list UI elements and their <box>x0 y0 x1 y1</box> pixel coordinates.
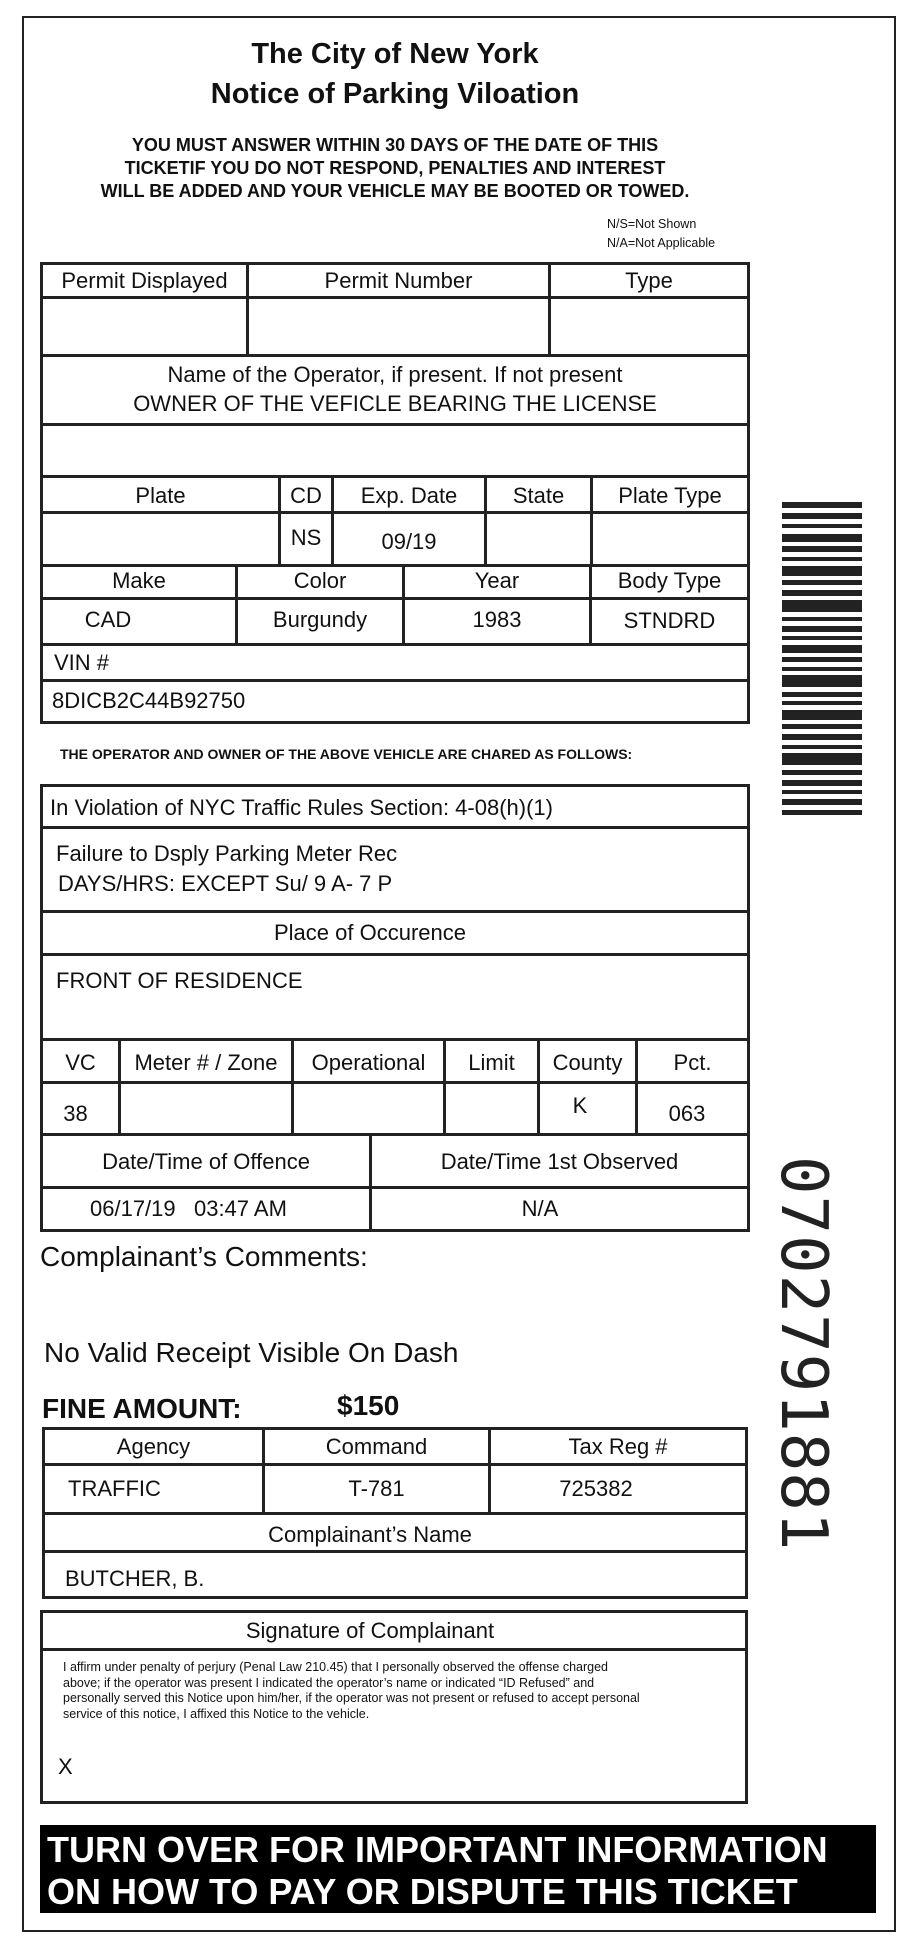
pay-dispute-banner <box>40 1825 876 1913</box>
title-notice: Notice of Parking Viloation <box>210 78 580 110</box>
complainant-name-label: Complainant’s Name <box>268 1522 472 1547</box>
title-city: The City of New York <box>251 38 539 70</box>
signature-mark: X <box>58 1754 73 1779</box>
vc-value: 38 <box>63 1101 88 1126</box>
agency-label: Agency <box>116 1434 191 1459</box>
make-value: CAD <box>84 607 132 632</box>
offence-datetime-label: Date/Time of Offence <box>102 1149 310 1174</box>
vin-value: 8DICB2C44B92750 <box>52 688 246 713</box>
affirmation-line-1: I affirm under penalty of perjury (Penal Law 210.45) that I personally observed the offense charged <box>63 1660 609 1674</box>
operator-label-line-2: OWNER OF THE VEFICLE BEARING THE LICENSE <box>133 391 657 416</box>
county-value: K <box>572 1093 588 1118</box>
year-label: Year <box>474 568 520 593</box>
violation-section: In Violation of NYC Traffic Rules Section: 4-08(h)(1) <box>50 795 553 820</box>
ticket-number: 0702791881 <box>766 1156 840 1552</box>
body-type-value: STNDRD <box>623 608 716 633</box>
state-label: State <box>512 483 565 508</box>
pct-label: Pct. <box>673 1050 712 1075</box>
affirmation-line-3: personally served this Notice upon him/her, if the operator was not present or refused to accept personal <box>63 1691 640 1705</box>
complainant-name-value: BUTCHER, B. <box>65 1566 205 1591</box>
comments-label: Complainant’s Comments: <box>40 1241 368 1272</box>
legend-not-shown: N/S=Not Shown <box>607 217 697 231</box>
vc-label: VC <box>65 1050 96 1075</box>
agency-value: TRAFFIC <box>68 1476 161 1501</box>
meter-zone-label: Meter # / Zone <box>134 1050 278 1075</box>
tax-reg-label: Tax Reg # <box>568 1434 668 1459</box>
cd-label: CD <box>290 483 322 508</box>
first-observed-label: Date/Time 1st Observed <box>440 1149 679 1174</box>
tax-reg-value: 725382 <box>559 1476 633 1501</box>
body-type-label: Body Type <box>617 568 722 593</box>
fine-amount-label: FINE AMOUNT: <box>42 1393 242 1424</box>
barcode <box>782 502 862 902</box>
command-label: Command <box>325 1434 428 1459</box>
first-observed-value: N/A <box>521 1196 559 1221</box>
plate-type-label: Plate Type <box>618 483 722 508</box>
vin-label: VIN # <box>54 650 110 675</box>
warning-line-1: YOU MUST ANSWER WITHIN 30 DAYS OF THE DATE OF THIS <box>131 135 659 155</box>
operator-label-line-1: Name of the Operator, if present. If not present <box>167 362 623 387</box>
pct-value: 063 <box>668 1101 706 1126</box>
signature-label: Signature of Complainant <box>245 1618 495 1643</box>
permit-type-label: Type <box>625 268 673 293</box>
fine-amount-value: $150 <box>337 1390 400 1421</box>
cd-value: NS <box>290 525 322 550</box>
banner-line-1: TURN OVER FOR IMPORTANT INFORMATION <box>47 1829 828 1870</box>
violation-description-1: Failure to Dsply Parking Meter Rec <box>56 841 398 866</box>
color-label: Color <box>293 568 347 593</box>
warning-line-3: WILL BE ADDED AND YOUR VEHICLE MAY BE BOOTED OR TOWED. <box>100 181 690 201</box>
affirmation-line-2: above; if the operator was present I indicated the operator’s name or indicated “ID Refused” and <box>63 1675 595 1690</box>
warning-line-2: TICKETIF YOU DO NOT RESPOND, PENALTIES AND INTEREST <box>124 158 666 178</box>
violation-description-2: DAYS/HRS: EXCEPT Su/ 9 A- 7 P <box>58 871 393 896</box>
plate-label: Plate <box>135 483 186 508</box>
comments-value: No Valid Receipt Visible On Dash <box>44 1337 459 1368</box>
limit-label: Limit <box>468 1050 515 1075</box>
place-value: FRONT OF RESIDENCE <box>56 968 303 993</box>
permit-displayed-label: Permit Displayed <box>61 268 228 293</box>
color-value: Burgundy <box>272 607 368 632</box>
charge-heading: THE OPERATOR AND OWNER OF THE ABOVE VEHICLE ARE CHARED AS FOLLOWS: <box>60 746 633 762</box>
warning-text <box>30 134 760 203</box>
command-value: T-781 <box>348 1476 405 1501</box>
exp-date-label: Exp. Date <box>360 483 458 508</box>
operational-label: Operational <box>311 1050 426 1075</box>
permit-number-label: Permit Number <box>324 268 473 293</box>
affirmation-line-4: service of this notice, I affixed this Notice to the vehicle. <box>63 1706 370 1721</box>
offence-datetime-value: 06/17/19 03:47 AM <box>90 1196 287 1221</box>
place-label: Place of Occurence <box>274 920 466 945</box>
banner-line-2: ON HOW TO PAY OR DISPUTE THIS TICKET <box>47 1871 798 1912</box>
legend-not-applicable: N/A=Not Applicable <box>607 236 716 250</box>
county-label: County <box>552 1050 623 1075</box>
make-label: Make <box>112 568 166 593</box>
affirmation-text <box>63 1660 713 1722</box>
exp-date-value: 09/19 <box>381 529 437 554</box>
year-value: 1983 <box>472 607 522 632</box>
